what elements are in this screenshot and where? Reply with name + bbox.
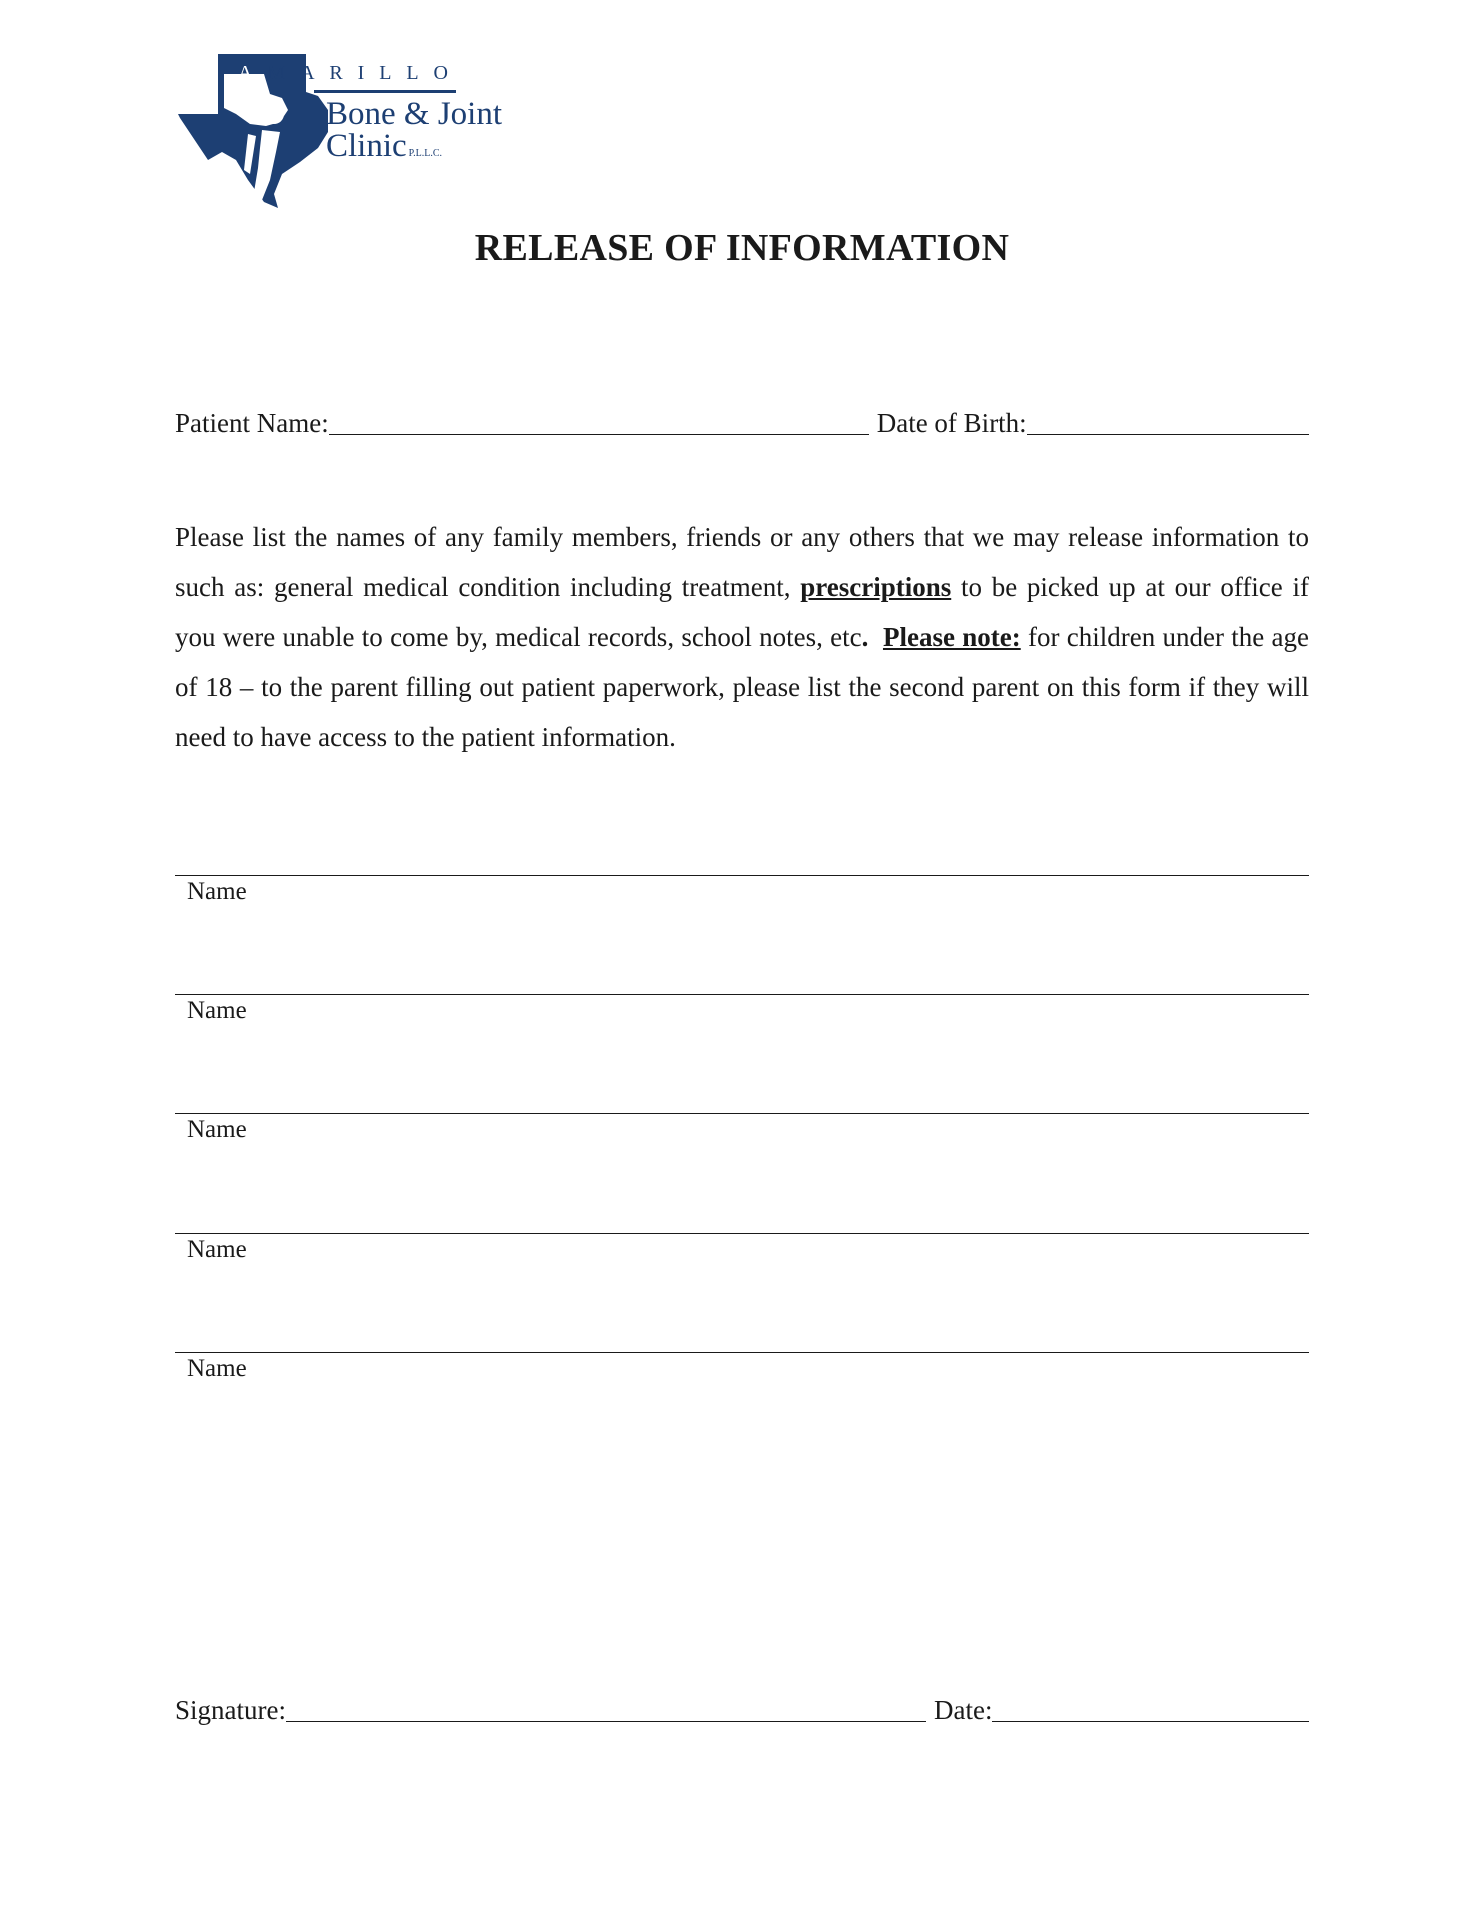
signature-row: [175, 1695, 1309, 1726]
name-field-2[interactable]: [175, 994, 1309, 995]
dob-label: Date of Birth:: [876, 408, 1027, 438]
logo-clinic-text: Clinic: [326, 128, 407, 164]
name-field-4[interactable]: [175, 1233, 1309, 1234]
logo-letter: I: [357, 62, 365, 84]
page-title: RELEASE OF INFORMATION: [474, 227, 1010, 269]
name-field-5[interactable]: [175, 1352, 1309, 1353]
name-label-4: Name: [187, 1236, 247, 1263]
logo-line-clinic: [326, 128, 442, 165]
instructions-period: .: [861, 622, 869, 652]
name-label-2: Name: [187, 997, 247, 1024]
name-label-1: Name: [187, 878, 247, 905]
logo-clinic-suffix: P.L.L.C.: [408, 148, 443, 159]
clinic-logo: [178, 52, 518, 212]
name-field-1[interactable]: [175, 875, 1309, 876]
logo-wordmark-top: [238, 62, 448, 85]
logo-letter: O: [433, 62, 448, 84]
logo-letter: A: [300, 62, 315, 84]
logo-letter: A: [238, 62, 253, 84]
date-field[interactable]: [992, 1695, 1309, 1722]
logo-letter: L: [379, 62, 392, 84]
name-label-5: Name: [187, 1355, 247, 1382]
signature-field[interactable]: [286, 1695, 926, 1722]
date-label: Date:: [933, 1695, 993, 1725]
please-note-emphasis: Please note:: [882, 622, 1021, 652]
name-label-3: Name: [187, 1116, 247, 1143]
logo-rule: [314, 90, 456, 93]
logo-letter: L: [406, 62, 419, 84]
name-field-3[interactable]: [175, 1113, 1309, 1114]
patient-info-row: [175, 408, 1309, 439]
prescriptions-emphasis: prescriptions: [800, 572, 952, 602]
dob-field[interactable]: [1027, 408, 1309, 435]
logo-letter: M: [267, 62, 286, 84]
logo-letter: R: [329, 62, 343, 84]
instructions-text: to be picked up at our office if you were unable to come by, medical records, school notes, etc: [175, 572, 1310, 652]
instructions-text: Please list the names of any family members, friends or any others that we may release information to such as: general medical condition including treatment,: [175, 522, 1309, 602]
patient-name-field[interactable]: [329, 408, 869, 435]
signature-label: Signature:: [175, 1695, 286, 1725]
instructions-paragraph: [175, 512, 1309, 762]
logo-line-bone-joint: Bone & Joint: [326, 96, 503, 132]
patient-name-label: Patient Name:: [175, 408, 329, 438]
instructions-text: for children under the age of 18 – to the parent filling out patient paperwork, please list the second parent on this form if they will need to have access to the patient information.: [175, 622, 1310, 752]
